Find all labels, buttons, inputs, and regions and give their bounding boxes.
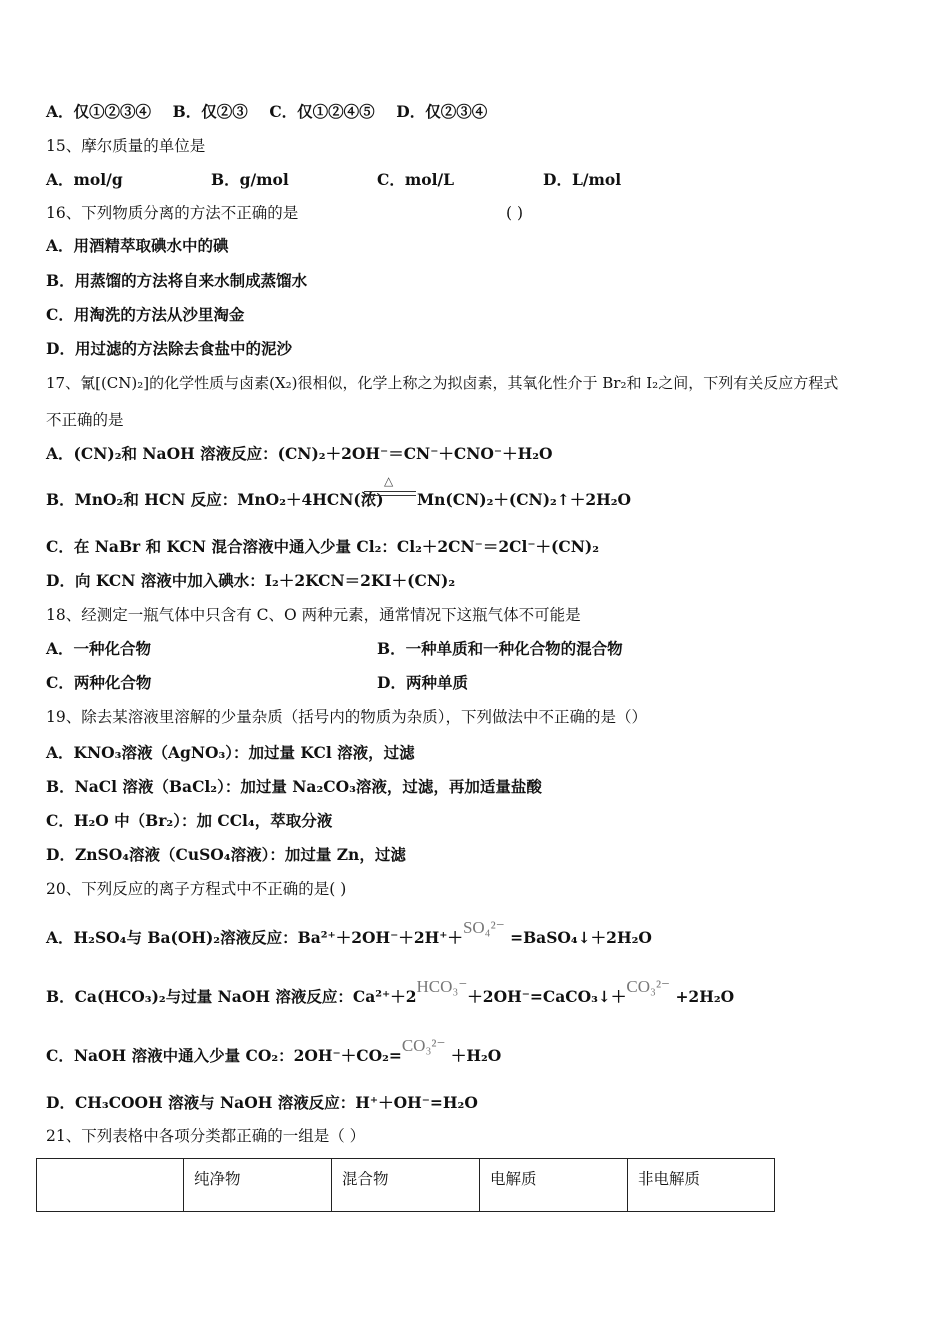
q19-option-d: D．ZnSO₄溶液（CuSO₄溶液）：加过量 Zn，过滤 xyxy=(46,845,406,864)
q20-b-mid: ＋2OH⁻=CaCO₃↓＋ xyxy=(467,987,627,1006)
q15-stem: 15、摩尔质量的单位是 xyxy=(46,137,206,155)
q14-option-b: B．仅②③ xyxy=(172,102,248,121)
q16-option-b: B．用蒸馏的方法将自来水制成蒸馏水 xyxy=(46,271,308,290)
q18-option-a: A．一种化合物 xyxy=(46,639,152,658)
q17-option-d: D．向 KCN 溶液中加入碘水：I₂＋2KCN＝2KI＋(CN)₂ xyxy=(46,571,456,590)
carbonate-ion: CO₃²⁻ xyxy=(401,1036,446,1055)
q15-option-a: A．mol/g xyxy=(46,170,123,189)
q15-option-c: C．mol/L xyxy=(377,170,455,189)
reaction-equals-sign xyxy=(364,491,416,496)
q19-option-b: B．NaCl 溶液（BaCl₂）：加过量 Na₂CO₃溶液，过滤，再加适量盐酸 xyxy=(46,777,542,796)
q17-option-b-right: Mn(CN)₂＋(CN)₂↑＋2H₂O xyxy=(417,490,632,509)
table-header-cell: 电解质 xyxy=(480,1159,628,1212)
q14-options xyxy=(46,102,487,122)
q20-c-end: ＋H₂O xyxy=(450,1046,502,1065)
q20-option-c xyxy=(46,1036,502,1066)
carbonate-ion: CO₃²⁻ xyxy=(626,977,671,996)
q20-b-end: +2H₂O xyxy=(675,987,735,1006)
table-header-cell: 混合物 xyxy=(332,1159,480,1212)
sulfate-ion: SO₄²⁻ xyxy=(462,918,505,937)
q16-option-c: C．用淘洗的方法从沙里淘金 xyxy=(46,305,245,324)
q17-option-a: A．(CN)₂和 NaOH 溶液反应：(CN)₂＋2OH⁻＝CN⁻＋CNO⁻＋H₂O xyxy=(46,444,553,463)
q19-option-a: A．KNO₃溶液（AgNO₃）：加过量 KCl 溶液，过滤 xyxy=(46,743,415,762)
q20-a-text: A．H₂SO₄与 Ba(OH)₂溶液反应：Ba²⁺＋2OH⁻＋2H⁺＋ xyxy=(46,928,463,947)
table-header-cell xyxy=(37,1159,184,1212)
q18-option-b: B．一种单质和一种化合物的混合物 xyxy=(377,639,623,658)
q18-option-c: C．两种化合物 xyxy=(46,673,152,692)
q20-stem: 20、下列反应的离子方程式中不正确的是( ) xyxy=(46,880,347,898)
table-header-cell: 纯净物 xyxy=(184,1159,332,1212)
classification-table xyxy=(36,1158,775,1212)
q15-option-b: B．g/mol xyxy=(211,170,289,189)
table-header-cell: 非电解质 xyxy=(628,1159,775,1212)
q16-answer-blank: ( ) xyxy=(506,204,524,222)
q14-option-c: C．仅①②④⑤ xyxy=(269,102,375,121)
q20-b-text: B．Ca(HCO₃)₂与过量 NaOH 溶液反应：Ca²⁺＋2 xyxy=(46,987,417,1006)
q17-option-b-left: B．MnO₂和 HCN 反应：MnO₂＋4HCN(浓) xyxy=(46,490,384,509)
bicarbonate-ion: HCO₃⁻ xyxy=(416,977,468,996)
q16-option-d: D．用过滤的方法除去食盐中的泥沙 xyxy=(46,339,292,358)
q14-option-a: A．仅①②③④ xyxy=(46,102,152,121)
q21-stem: 21、下列表格中各项分类都正确的一组是（ ） xyxy=(46,1127,366,1145)
q20-option-a xyxy=(46,918,652,948)
q14-option-d: D．仅②③④ xyxy=(396,102,488,121)
q18-option-d: D．两种单质 xyxy=(377,673,468,692)
q20-option-d: D．CH₃COOH 溶液与 NaOH 溶液反应：H⁺＋OH⁻=H₂O xyxy=(46,1093,478,1112)
q20-option-b xyxy=(46,977,735,1007)
q18-stem: 18、经测定一瓶气体中只含有 C、O 两种元素，通常情况下这瓶气体不可能是 xyxy=(46,606,581,624)
q19-stem: 19、除去某溶液里溶解的少量杂质（括号内的物质为杂质），下列做法中不正确的是（） xyxy=(46,708,647,726)
q15-option-d: D．L/mol xyxy=(543,170,622,189)
q17-stem-line2: 不正确的是 xyxy=(46,411,124,429)
q17-stem-line1: 17、氰[(CN)₂]的化学性质与卤素(X₂)很相似，化学上称之为拟卤素，其氧化性介于 Br₂和 I₂之间，下列有关反应方程式 xyxy=(46,374,839,392)
heat-symbol: △ xyxy=(384,474,394,488)
q16-option-a: A．用酒精萃取碘水中的碘 xyxy=(46,236,229,255)
q20-a-products: =BaSO₄↓＋2H₂O xyxy=(510,928,652,947)
q20-c-text: C．NaOH 溶液中通入少量 CO₂：2OH⁻＋CO₂= xyxy=(46,1046,402,1065)
q17-option-c: C．在 NaBr 和 KCN 混合溶液中通入少量 Cl₂：Cl₂＋2CN⁻＝2Cl⁻＋(CN)₂ xyxy=(46,537,600,556)
q16-stem: 16、下列物质分离的方法不正确的是 xyxy=(46,204,299,222)
q19-option-c: C．H₂O 中（Br₂）：加 CCl₄，萃取分液 xyxy=(46,811,333,830)
table-header-row xyxy=(37,1159,775,1212)
